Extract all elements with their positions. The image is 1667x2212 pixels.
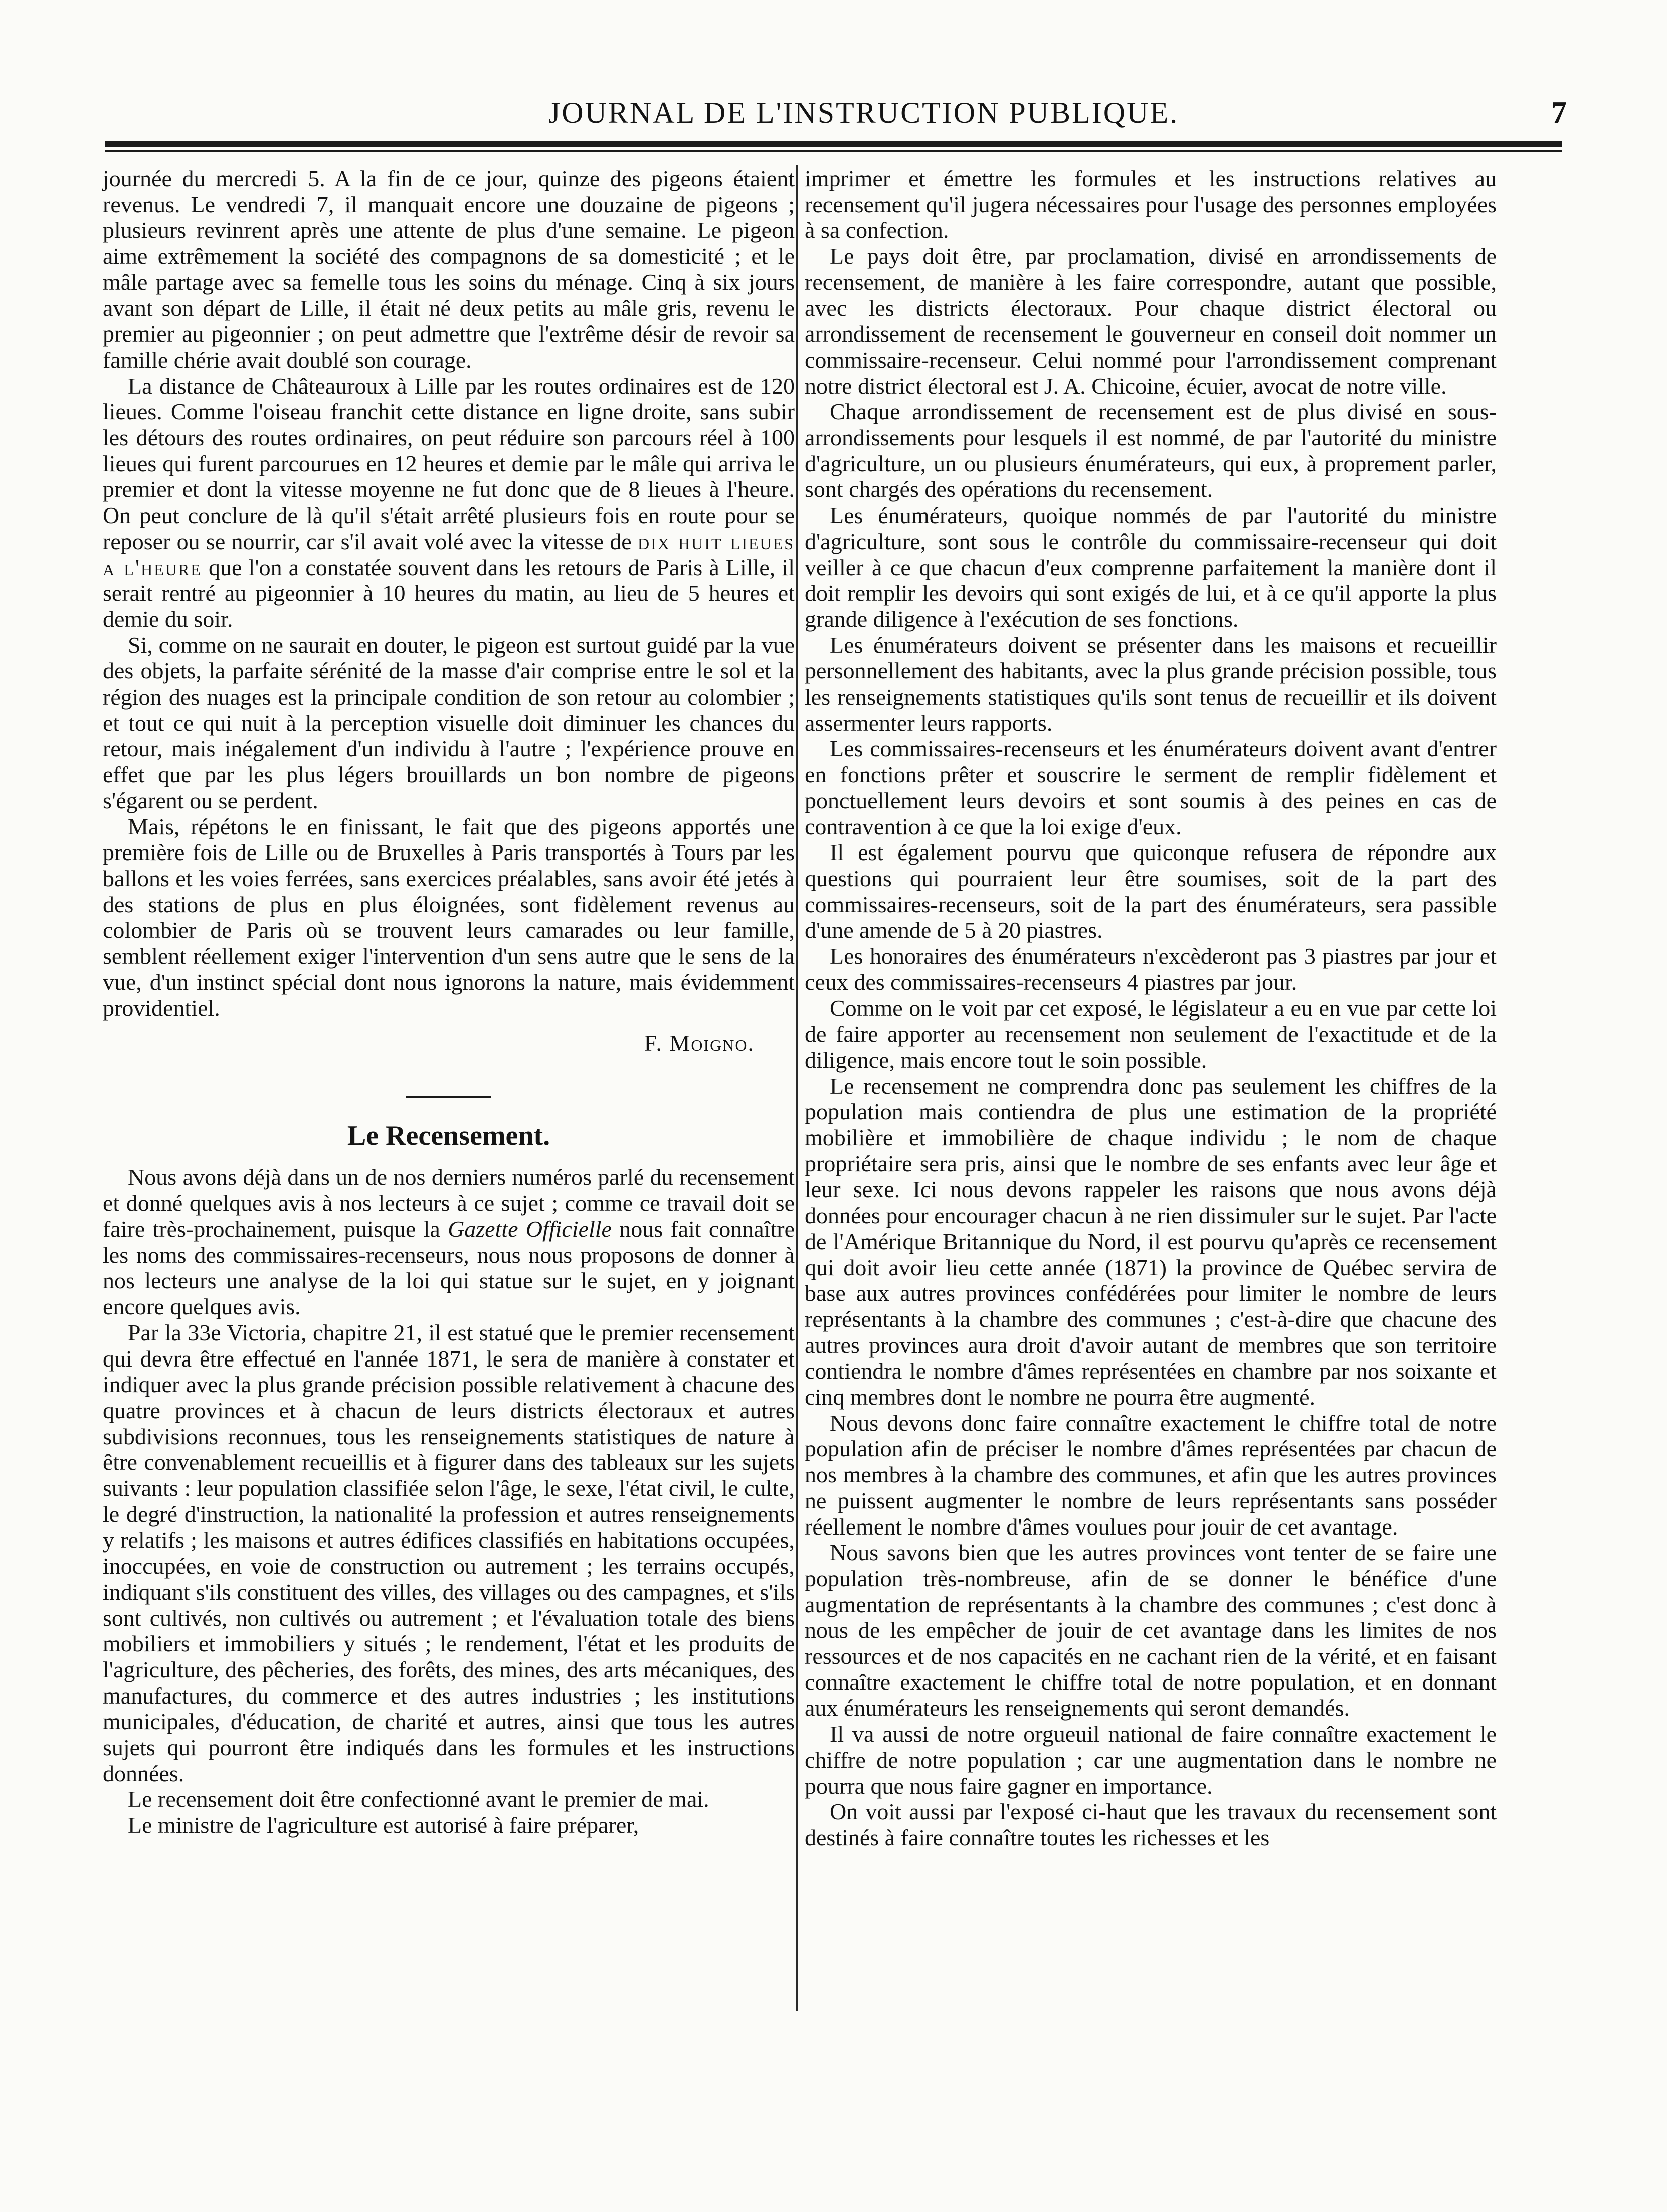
author-signature: F. Moigno. bbox=[644, 1030, 755, 1056]
paragraph: Il va aussi de notre orgueuil national de faire connaître exactement le chiffre de notre population ; car une augmentation dans le nombre ne pourra que nous faire gagner en importance. bbox=[805, 1721, 1497, 1799]
paragraph: Mais, répétons le en finissant, le fait que des pigeons apportés une première fois de Lille ou de Bruxelles à Paris transportés à Tours par les ballons et les voies ferrées, sans exercices préalables, sans avoir été jetés à des stations de plus en plus éloignées, sont fidèlement revenus au colombier de Paris où se trouvent leurs camarades ou leur famille, semblent réellement exiger l'intervention d'un sens autre que le sens de la vue, d'un instinct spécial dont nous ignorons la nature, mais évidemment providentiel. bbox=[103, 813, 795, 1021]
paragraph: Les énumérateurs, quoique nommés de par l'autorité du ministre d'agriculture, sont sous le contrôle du commissaire-recenseur qui doit veiller à ce que chacun d'eux comprenne parfaitement la manière dont il doit remplir les devoirs qui sont exigés de lui, et à ce qu'il apporte la plus grande diligence à l'exécution de ses fonctions. bbox=[805, 502, 1497, 632]
paragraph: Par la 33e Victoria, chapitre 21, il est statué que le premier recensement qui devra être effectué en l'année 1871, le sera de manière à constater et indiquer avec la plus grande précision possible relativement à chacune des quatre provinces et à chacun de leurs districts électoraux et autres subdivisions reconnues, tous les renseignements statistiques de nature à être convenablement recueillis et à figurer dans des tableaux sur les sujets suivants : leur population classifiée selon l'âge, le sexe, l'état civil, le culte, le degré d'instruction, la nationalité la profession et autres renseignements y relatifs ; les maisons et autres édifices classifiés en habitations occupées, inoccupées, en voie de construction ou autrement ; les terrains occupés, indiquant s'ils constituent des villes, des villages ou des campagnes, et s'ils sont cultivés, non cultivés ou autrement ; et l'évaluation totale des biens mobiliers et immobiliers y situés ; le rendement, l'état et les produits de l'agriculture, des pêcheries, des forêts, des mines, des arts mécaniques, des manufactures, du commerce et des autres industries ; les institutions municipales, d'éducation, de charité et autres, ainsi que tous les autres sujets qui pourront être indiqués dans les formules et les instructions données. bbox=[103, 1319, 795, 1786]
section-separator bbox=[406, 1096, 491, 1098]
journal-title: JOURNAL DE L'INSTRUCTION PUBLIQUE. bbox=[548, 96, 1179, 129]
emphasis-text: dix huit lieues a l'heure bbox=[103, 528, 795, 580]
paragraph-text: La distance de Châteauroux à Lille par les routes ordinaires est de 120 lieues. Comme l'oiseau franchit cette distance en ligne droite, sans subir les détours des routes ordinaires, on peut réduire son parcours réel à 100 lieues qui furent parcourues en 12 heures et demie par le mâle qui arriva le premier et dont la vitesse moyenne ne fut donc que de 8 lieues à l'heure. On peut conclure de là qu'il s'était arrêté plusieurs fois en route pour se reposer ou se nourrir, car s'il avait volé avec la vitesse de bbox=[103, 373, 795, 554]
paragraph: Chaque arrondissement de recensement est de plus divisé en sous-arrondissements pour lesquels il est nommé, de par l'autorité du ministre d'agriculture, un ou plusieurs énumérateurs, qui eux, à proprement parler, sont chargés des opérations du recensement. bbox=[805, 399, 1497, 502]
paragraph: Le ministre de l'agriculture est autorisé à faire préparer, bbox=[128, 1812, 639, 1838]
paragraph: imprimer et émettre les formules et les instructions relatives au recensement qu'il jugera nécessaires pour l'usage des personnes employées à sa confection. bbox=[805, 165, 1497, 243]
paragraph: Le recensement ne comprendra donc pas seulement les chiffres de la population mais contiendra de plus une estimation de la propriété mobilière et immobilière de chaque individu ; le nom de chaque propriétaire sera pris, ainsi que le nombre de ses enfants avec leur âge et leur sexe. Ici nous devons rappeler les raisons que nous avons déjà données pour encourager chacun à ne rien dissimuler sur le sujet. Par l'acte de l'Amérique Britannique du Nord, il est pourvu qu'après ce recensement qui doit avoir lieu cette année (1871) la province de Québec servira de base aux autres provinces confédérées pour limiter le nombre de leurs représentants à la chambre des communes ; c'est-à-dire que chacune des autres provinces aura droit d'avoir autant de membres que son territoire contiendra le nombre d'âmes représentées en chambre par nos soixante et cinq membres dont le nombre ne pourra être augmenté. bbox=[805, 1073, 1497, 1410]
header-rule-thick bbox=[105, 141, 1562, 147]
paragraph-text: nous fait connaître les noms des commissaires-recenseurs, nous nous proposons de donner à nos lecteurs une analyse de la loi qui statue sur le sujet, en y joignant encore quelques avis. bbox=[103, 1216, 795, 1320]
paragraph bbox=[103, 1164, 795, 1320]
paragraph bbox=[103, 373, 795, 632]
paragraph: Nous devons donc faire connaître exactement le chiffre total de notre population afin de préciser le nombre d'âmes représentées par chacun de nos membres à la chambre des communes, et afin que les autres provinces ne puissent augmenter le nombre de leurs représentants sans posséder réellement le nombre d'âmes voulues pour jouir de cet avantage. bbox=[805, 1410, 1497, 1540]
paragraph: Le recensement doit être confectionné avant le premier de mai. bbox=[128, 1786, 709, 1812]
paragraph-text: Nous avons déjà dans un de nos derniers numéros parlé du recensement et donné quelques avis à nos lecteurs à ce sujet ; comme ce travail doit se faire très-prochainement, puisque la bbox=[103, 1164, 795, 1242]
gazette-name: Gazette Officielle bbox=[448, 1216, 612, 1242]
page-number: 7 bbox=[1551, 96, 1567, 130]
paragraph: Les honoraires des énumérateurs n'excèderont pas 3 piastres par jour et ceux des commissaires-recenseurs 4 piastres par jour. bbox=[805, 943, 1497, 995]
column-divider bbox=[796, 165, 798, 2011]
paragraph: On voit aussi par l'exposé ci-haut que les travaux du recensement sont destinés à faire connaître toutes les richesses et les bbox=[805, 1799, 1497, 1850]
paragraph: Les énumérateurs doivent se présenter dans les maisons et recueillir personnellement des habitants, avec la plus grande précision possible, tous les renseignements statistiques qu'ils sont tenus de recueillir et ils doivent assermenter leurs rapports. bbox=[805, 632, 1497, 736]
running-header bbox=[100, 85, 1567, 140]
paragraph: Le pays doit être, par proclamation, divisé en arrondissements de recensement, de manière à les faire correspondre, autant que possible, avec les districts électoraux. Pour chaque district électoral ou arrondissement de recensement le gouverneur en conseil doit nommer un commissaire-recenseur. Celui nommé pour l'arrondissement comprenant notre district électoral est J. A. Chicoine, écuier, avocat de notre ville. bbox=[805, 243, 1497, 399]
section-title: Le Recensement. bbox=[347, 1120, 550, 1151]
paragraph: Comme on le voit par cet exposé, le législateur a eu en vue par cette loi de faire apporter au recensement non seulement de l'exactitude et de la diligence, mais encore tout le soin possible. bbox=[805, 995, 1497, 1073]
left-column bbox=[103, 165, 795, 1838]
header-rule-thin bbox=[105, 150, 1562, 152]
paragraph: Si, comme on ne saurait en douter, le pigeon est surtout guidé par la vue des objets, la parfaite sérénité de la masse d'air comprise entre le sol et la région des nuages est la principale condition de son retour au colombier ; et tout ce qui nuit à la perception visuelle doit diminuer les chances du retour, mais inégalement d'un individu à l'autre ; l'expérience prouve en effet que par les plus légers brouillards un bon nombre de pigeons s'égarent ou se perdent. bbox=[103, 632, 795, 813]
paragraph: Il est également pourvu que quiconque refusera de répondre aux questions qui pourraient leur être soumises, soit de la part des commissaires-recenseurs, soit de la part des énumérateurs, sera passible d'une amende de 5 à 20 piastres. bbox=[805, 839, 1497, 943]
paragraph-text: que l'on a constatée souvent dans les retours de Paris à Lille, il serait rentré au pigeonnier à 10 heures du matin, au lieu de 5 heures et demie du soir. bbox=[103, 554, 795, 632]
paragraph: Les commissaires-recenseurs et les énumérateurs doivent avant d'entrer en fonctions prêter et souscrire le serment de remplir fidèlement et ponctuellement leurs devoirs et sont soumis à des peines en cas de contravention à ce que la loi exige d'eux. bbox=[805, 736, 1497, 839]
paragraph: journée du mercredi 5. A la fin de ce jour, quinze des pigeons étaient revenus. Le vendredi 7, il manquait encore une douzaine de pigeons ; plusieurs revinrent après une attente de plus d'une semaine. Le pigeon aime extrêmement la société des compagnons de sa domesticité ; et le mâle partage avec sa femelle tous les soins du ménage. Cinq à six jours avant son départ de Lille, il était né deux petits au mâle gris, revenu le premier au pigeonnier ; on peut admettre que l'extrême désir de revoir sa famille chérie avait doublé son courage. bbox=[103, 165, 795, 373]
right-column bbox=[805, 165, 1497, 1851]
paragraph: Nous savons bien que les autres provinces vont tenter de se faire une population très-nombreuse, afin de se donner le bénéfice d'une augmentation de représentants à la chambre des communes ; c'est donc à nous de les empêcher de jouir de cet avantage dans les limites de nos ressources et de nos capacités en ne cachant rien de la vérité, et en faisant connaître exactement le chiffre total de notre population, et en donnant aux énumérateurs les renseignements qui seront demandés. bbox=[805, 1540, 1497, 1721]
